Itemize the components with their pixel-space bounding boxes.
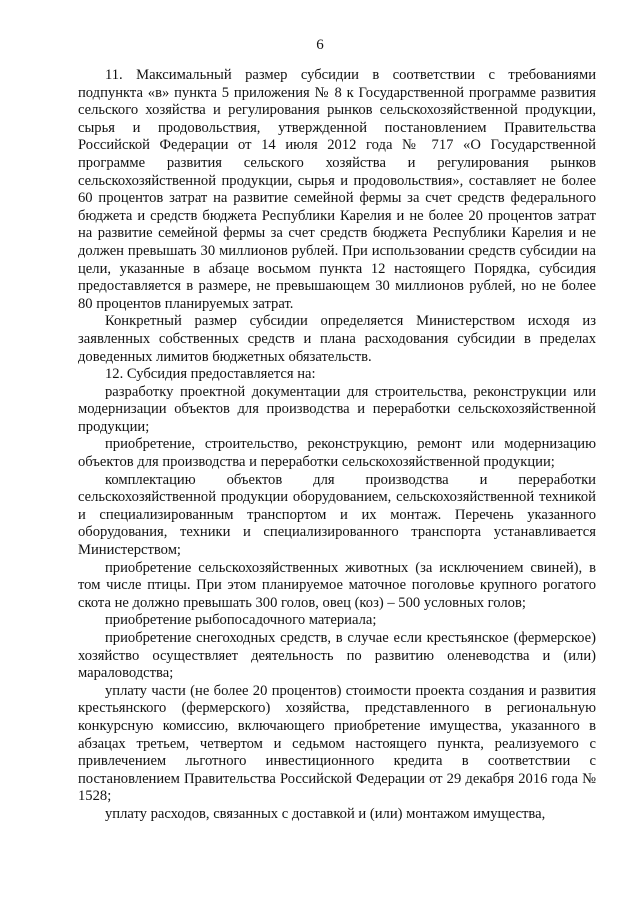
list-item-design-docs: разработку проектной документации для строительства, реконструкции или модернизации объектов для производства и переработки сельскохозяйственной продукции; xyxy=(78,383,596,435)
list-item-livestock: приобретение сельскохозяйственных животных (за исключением свиней), в том числе птицы. При этом планируемое маточное поголовье крупного рогатого скота не должно превышать 300 голов, овец (коз) – 500 условных голов; xyxy=(78,559,596,611)
paragraph-11-max-subsidy: 11. Максимальный размер субсидии в соответствии с требованиями подпункта «в» пункта 5 приложения № 8 к Государственной программе развития сельского хозяйства и регулирования рынков сельскохозяйственной продукции, сырья и продовольствия, утвержденной постановлением Правительства Российской Федерации от 14 июля 2012 года № 717 «О Государственной программе развития сельского хозяйства и регулирования рынков сельскохозяйственной продукции, сырья и продовольствия», составляет не более 60 процентов затрат на развитие семейной фермы за счет средств федерального бюджета и средств бюджета Республики Карелия и не более 20 процентов затрат на развитие семейной фермы за счет средств бюджета Республики Карелия и не должен превышать 30 миллионов рублей. При использовании средств субсидии на цели, указанные в абзаце восьмом пункта 12 настоящего Порядка, субсидия предоставляется в размере, не превышающем 30 миллионов рублей, но не более 80 процентов планируемых затрат. xyxy=(78,67,596,312)
paragraph-specific-amount: Конкретный размер субсидии определяется Министерством исходя из заявленных собственных средств и плана расходования субсидии в пределах доведенных лимитов бюджетных обязательств. xyxy=(78,313,596,365)
list-item-project-cost-share: уплату части (не более 20 процентов) стоимости проекта создания и развития крестьянского (фермерского) хозяйства, представленного в региональную конкурсную комиссию, включающего приобретение имущества, указанного в абзацах третьем, четвертом и седьмом настоящего пункта, реализуемого с привлечением льготного инвестиционного кредита в соответствии с постановлением Правительства Российской Федерации от 29 декабря 2016 года № 1528; xyxy=(78,682,596,805)
list-item-fish-stock: приобретение рыбопосадочного материала; xyxy=(105,612,377,629)
list-item-delivery-costs: уплату расходов, связанных с доставкой и (или) монтажом имущества, xyxy=(105,805,546,822)
document-body xyxy=(78,67,596,824)
list-item-equipment: комплектацию объектов для производства и переработки сельскохозяйственной продукции оборудованием, сельскохозяйственной техникой и специализированным транспортом и их монтаж. Перечень указанного оборудования, техники и специализированного транспорта устанавливается Министерством; xyxy=(78,471,596,559)
paragraph-12-heading: 12. Субсидия предоставляется на: xyxy=(105,366,316,383)
page-number: 6 xyxy=(316,37,324,53)
list-item-snowmobiles: приобретение снегоходных средств, в случае если крестьянское (фермерское) хозяйство осуществляет деятельность по развитию оленеводства и (или) мараловодства; xyxy=(78,630,596,682)
list-item-acquisition-construction: приобретение, строительство, реконструкцию, ремонт или модернизацию объектов для производства и переработки сельскохозяйственной продукции; xyxy=(78,436,596,471)
